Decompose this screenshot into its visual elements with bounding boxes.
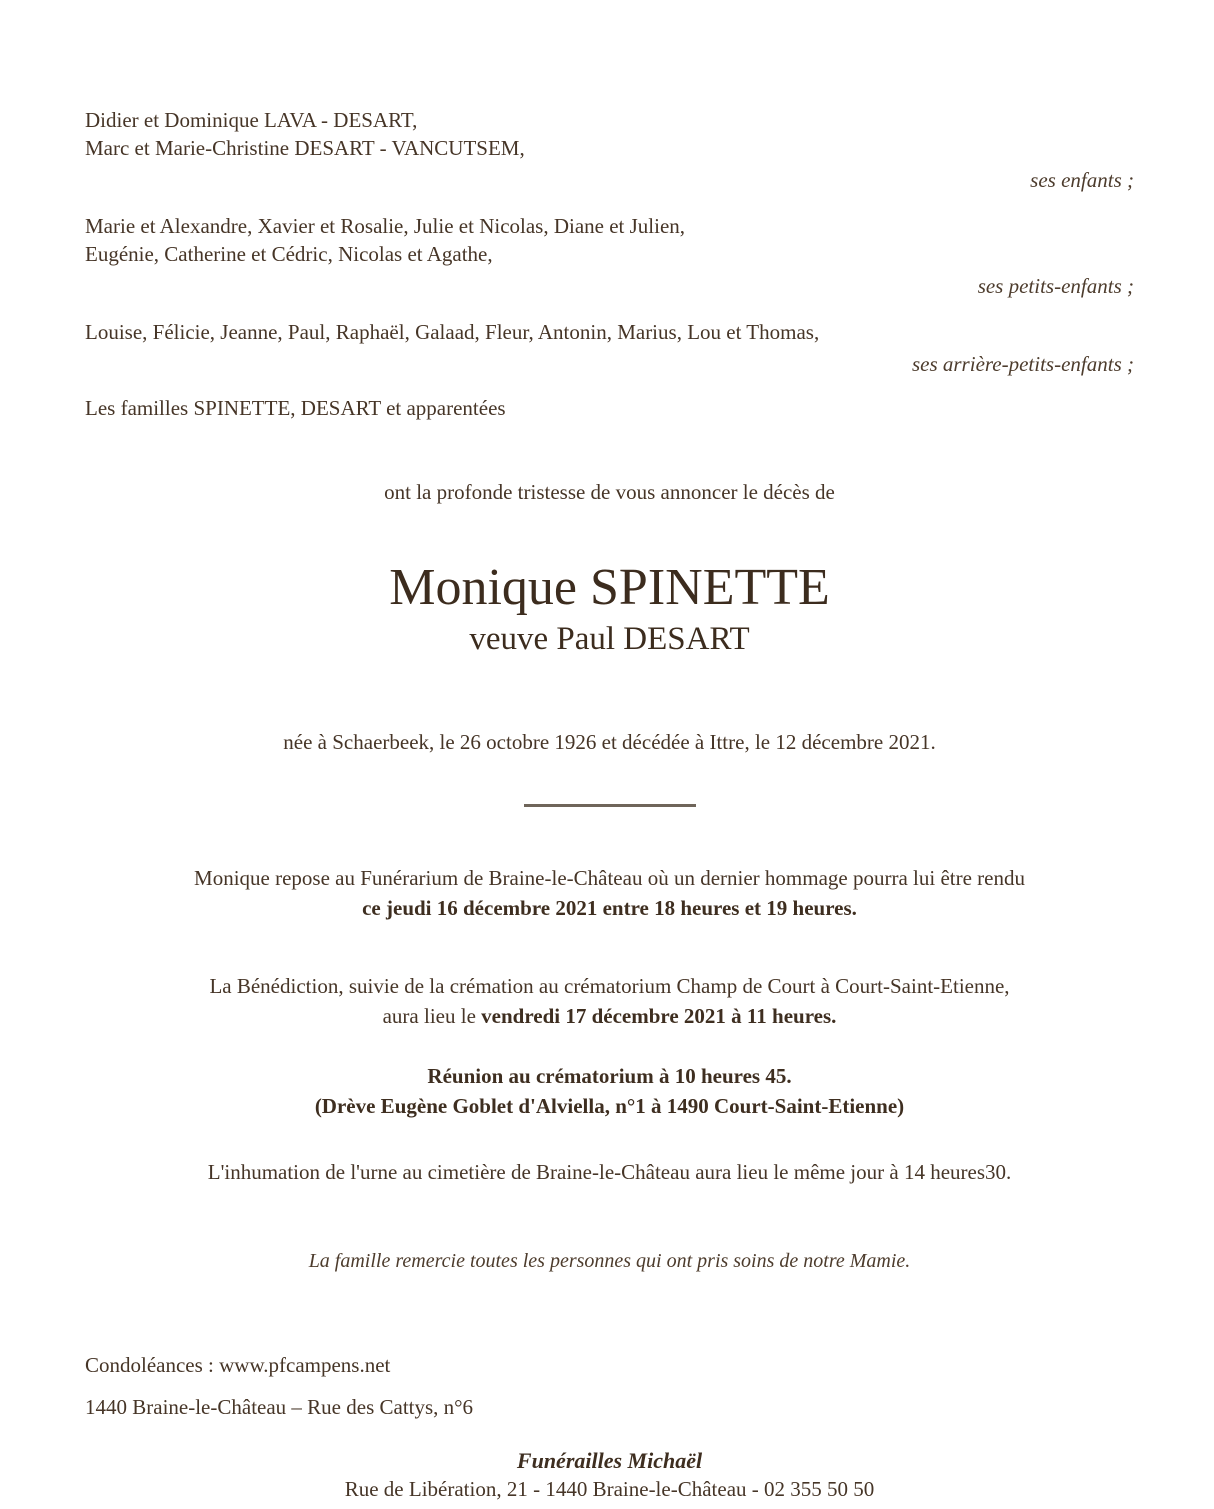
meeting-paragraph (85, 1061, 1134, 1121)
children-relation-label: ses enfants ; (1030, 168, 1134, 192)
benediction-time-line (85, 1001, 1134, 1031)
widow-line: veuve Paul DESART (469, 621, 750, 657)
thanks-line: La famille remercie toutes les personnes qui ont pris soins de notre Mamie. (308, 1250, 911, 1272)
grandchildren-group (85, 212, 1134, 300)
inhumation-line: L'inhumation de l'urne au cimetière de Braine-le-Château aura lieu le même jour à 14 heures30. (207, 1160, 1012, 1184)
grandchildren-relation-label: ses petits-enfants ; (977, 274, 1134, 298)
meeting-line: Réunion au crématorium à 10 heures 45. (427, 1064, 792, 1088)
separator-rule (524, 804, 696, 807)
meeting-address-line: (Drève Eugène Goblet d'Alviella, n°1 à 1490 Court-Saint-Etienne) (314, 1094, 905, 1118)
funeral-home-name: Funérailles Michaël (516, 1448, 703, 1473)
benediction-time-prefix: aura lieu le (382, 1004, 482, 1028)
great-grandchildren-relation-label: ses arrière-petits-enfants ; (911, 352, 1134, 376)
benediction-paragraph (85, 971, 1134, 1031)
benediction-time-bold: vendredi 17 décembre 2021 à 11 heures. (481, 1004, 837, 1028)
funeral-home-address: Rue de Libération, 21 - 1440 Braine-le-Château - 02 355 50 50 (344, 1477, 875, 1501)
announcement-intro: ont la profonde tristesse de vous annoncer le décès de (384, 480, 835, 504)
grandchildren-names-line-1: Marie et Alexandre, Xavier et Rosalie, Julie et Nicolas, Diane et Julien, (85, 214, 686, 238)
children-names-line-2: Marc et Marie-Christine DESART - VANCUTSEM, (85, 136, 525, 160)
deceased-name: Monique SPINETTE (389, 559, 830, 616)
life-dates-line: née à Schaerbeek, le 26 octobre 1926 et décédée à Ittre, le 12 décembre 2021. (283, 730, 936, 754)
repose-line: Monique repose au Funérarium de Braine-le-Château où un dernier hommage pourra lui être rendu (194, 866, 1025, 890)
great-grandchildren-names-line: Louise, Félicie, Jeanne, Paul, Raphaël, Galaad, Fleur, Antonin, Marius, Lou et Thomas, (85, 320, 820, 344)
children-names-line-1: Didier et Dominique LAVA - DESART, (85, 108, 418, 132)
families-line: Les familles SPINETTE, DESART et apparentées (85, 396, 506, 420)
grandchildren-names-line-2: Eugénie, Catherine et Cédric, Nicolas et Agathe, (85, 242, 493, 266)
great-grandchildren-group (85, 318, 1134, 378)
footer-address-line: 1440 Braine-le-Château – Rue des Cattys, n°6 (85, 1395, 474, 1419)
condolences-line: Condoléances : www.pfcampens.net (85, 1353, 391, 1377)
benediction-line: La Bénédiction, suivie de la crémation au crématorium Champ de Court à Court-Saint-Etienne, (209, 974, 1010, 998)
repose-paragraph (85, 863, 1134, 923)
repose-time-line: ce jeudi 16 décembre 2021 entre 18 heures et 19 heures. (362, 896, 857, 920)
